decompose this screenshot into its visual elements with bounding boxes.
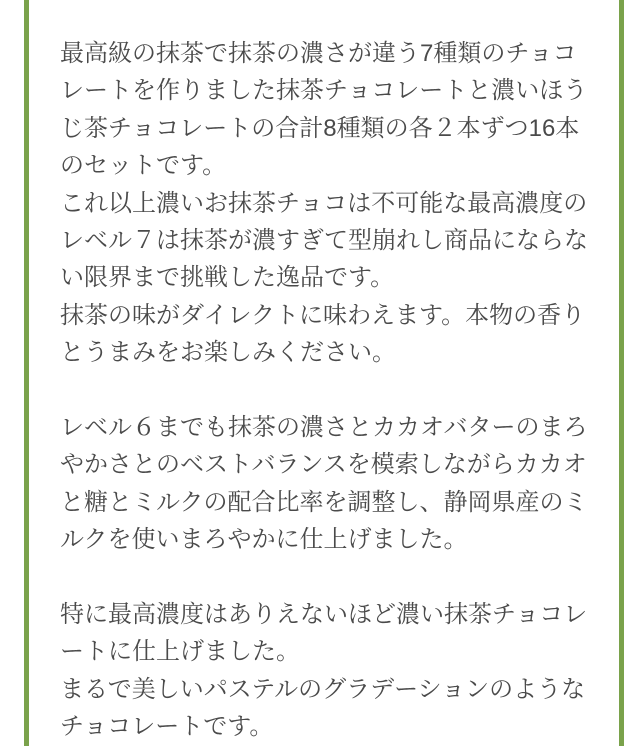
description-paragraph-level6	[60, 409, 588, 559]
product-description-box	[24, 0, 624, 746]
description-taste-text: 抹茶の味がダイレクトに味わえます。本物の香りとうまみをお楽しみください。	[60, 301, 586, 367]
description-max-density-text: 特に最高濃度はありえないほど濃い抹茶チョコレートに仕上げました。	[60, 601, 588, 666]
description-level7-text: これ以上濃いお抹茶チョコは不可能な最高濃度のレベル７は抹茶が濃すぎて型崩れし商品にならない限界まで挑戦した逸品です。	[60, 189, 588, 292]
description-pastel-text: まるで美しいパステルのグラデーションのようなチョコレートです。	[60, 675, 586, 741]
description-intro-set-text: 最高級の抹茶で抹茶の濃さが違う7種類のチョコレートを作りました抹茶チョコレートと濃いほうじ茶チョコレートの合計8種類の各２本ずつ16本のセットです。	[60, 40, 588, 180]
description-paragraph-finish	[60, 596, 588, 746]
description-level6-text: レベル６までも抹茶の濃さとカカオバターのまろやかさとのベストバランスを模索しながらカカオと糖とミルクの配合比率を調整し、静岡県産のミルクを使いまろやかに仕上げました。	[60, 414, 588, 554]
description-paragraph-set	[60, 35, 588, 372]
